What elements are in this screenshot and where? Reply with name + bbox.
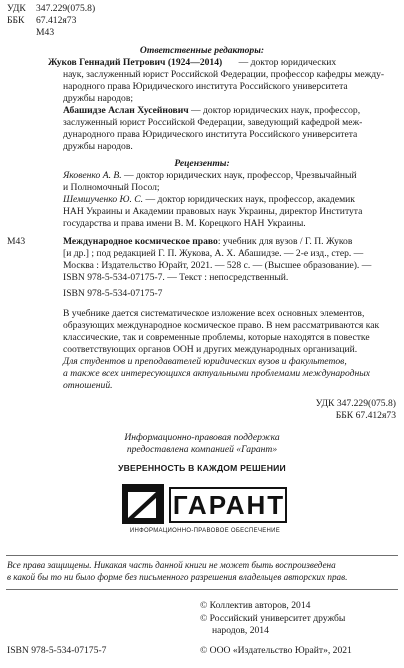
- annotation-line2: образующих международное космическое право. В нем рассматриваются как: [63, 320, 380, 331]
- editor-zhukov-text: — доктор юридических: [238, 57, 337, 68]
- editor-abashidze-text: — доктор юридических наук, профессор,: [191, 105, 361, 116]
- udk-label: УДК: [7, 3, 26, 14]
- editor-abashidze-line3: дународного права Юридического института Российского университета: [63, 129, 358, 140]
- reviewer-shemshuchenko-line2: НАН Украины и Академии правовых наук Украины, директор Института: [63, 206, 363, 217]
- rights-line2: в какой бы то ни было форме без письменного разрешения владельцев авторских прав.: [7, 572, 348, 582]
- reviewer-yakovenko-text: — доктор юридических наук, профессор, Чрезвычайный: [124, 170, 357, 181]
- book-title: Международное космическое право: [63, 236, 218, 247]
- annotation-line4: соответствующих органов ООН и других международных организаций.: [63, 344, 358, 355]
- editor-zhukov-line3: народного права Юридического института Российского университета: [63, 81, 348, 92]
- copyright-line3: © ООО «Издательство Юрайт», 2021: [200, 645, 352, 656]
- garant-logo-text: ГАРАНТ: [172, 490, 286, 520]
- annotation-line3: классические, так и современные проблемы, которые находятся в повестке: [63, 332, 370, 343]
- bbk-value: 67.412я73: [36, 15, 77, 26]
- reviewer-yakovenko-name: Яковенко А. В.: [63, 170, 122, 181]
- catalog-line1: [63, 236, 352, 248]
- audience-line1: Для студентов и преподавателей юридических вузов и факультетов,: [63, 356, 347, 367]
- garant-logo: [120, 480, 290, 540]
- reviewer-yakovenko-line1: [63, 170, 357, 182]
- margin-author-mark: М43: [7, 236, 26, 247]
- editor-abashidze-line4: дружбы народов.: [63, 141, 133, 152]
- editor-zhukov-line2: наук, заслуженный юрист Российской Федерации, профессор кафедры между-: [63, 69, 385, 80]
- reviewer-shemshuchenko-line1: [63, 194, 355, 206]
- editor-zhukov-line1: [48, 57, 336, 69]
- editor-zhukov-name: Жуков Геннадий Петрович (1924—2014): [48, 57, 223, 68]
- audience-line2: а также всех интересующихся актуальными проблемами международных: [63, 368, 370, 379]
- copyright-line1: © Коллектив авторов, 2014: [200, 600, 311, 611]
- annotation-line1: В учебнике дается систематическое изложение всех основных элементов,: [63, 308, 365, 319]
- editor-abashidze-line1: [63, 105, 360, 117]
- support-line1: Информационно-правовая поддержка: [124, 432, 280, 443]
- audience-line3: отношений.: [63, 380, 113, 391]
- udk-repeat: УДК 347.229(075.8): [315, 398, 396, 409]
- divider-bottom: [6, 589, 398, 590]
- editors-heading: Ответственные редакторы:: [139, 45, 265, 56]
- catalog-line4: ISBN 978-5-534-07175-7. — Текст : непосредственный.: [63, 272, 289, 283]
- catalog-line1-text: : учебник для вузов / Г. П. Жуков: [217, 236, 353, 247]
- divider-top: [6, 555, 398, 556]
- support-line2: предоставлена компанией «Гарант»: [126, 444, 278, 455]
- reviewer-shemshuchenko-name: Шемшученко Ю. С.: [63, 194, 144, 205]
- reviewer-shemshuchenko-text: — доктор юридических наук, профессор, академик: [145, 194, 355, 205]
- reviewer-shemshuchenko-line3: государства и права имени В. М. Корецкого НАН Украины.: [63, 218, 306, 229]
- garant-slogan: УВЕРЕННОСТЬ В КАЖДОМ РЕШЕНИИ: [118, 463, 286, 473]
- copyright-line2-cont: народов, 2014: [212, 625, 269, 636]
- catalog-line2: [и др.] ; под редакцией Г. П. Жукова, А. Х. Абашидзе. — 2-е изд., стер. —: [63, 248, 364, 259]
- catalog-line3: Москва : Издательство Юрайт, 2021. — 528 с. — (Высшее образование). —: [63, 260, 372, 271]
- catalog-isbn: ISBN 978-5-534-07175-7: [63, 288, 163, 299]
- udk-value: 347.229(075.8): [36, 3, 96, 14]
- bbk-repeat: ББК 67.412я73: [335, 410, 396, 421]
- garant-logo-subtitle: ИНФОРМАЦИОННО-ПРАВОВОЕ ОБЕСПЕЧЕНИЕ: [129, 528, 281, 534]
- editor-zhukov-line4: дружбы народов;: [63, 93, 134, 104]
- author-mark: М43: [36, 27, 55, 38]
- bbk-label: ББК: [7, 15, 25, 26]
- editor-abashidze-line2: заслуженный юрист Российской Федерации, заведующий кафедрой меж-: [63, 117, 363, 128]
- copyright-line2: © Российский университет дружбы: [200, 613, 346, 624]
- footer-isbn: ISBN 978-5-534-07175-7: [7, 645, 107, 656]
- reviewer-yakovenko-line2: и Полномочный Посол;: [63, 182, 160, 193]
- rights-line1: Все права защищены. Никакая часть данной книги не может быть воспроизведена: [7, 560, 336, 570]
- reviewers-heading: Рецензенты:: [174, 158, 230, 169]
- editor-abashidze-name: Абашидзе Аслан Хусейнович: [63, 105, 189, 116]
